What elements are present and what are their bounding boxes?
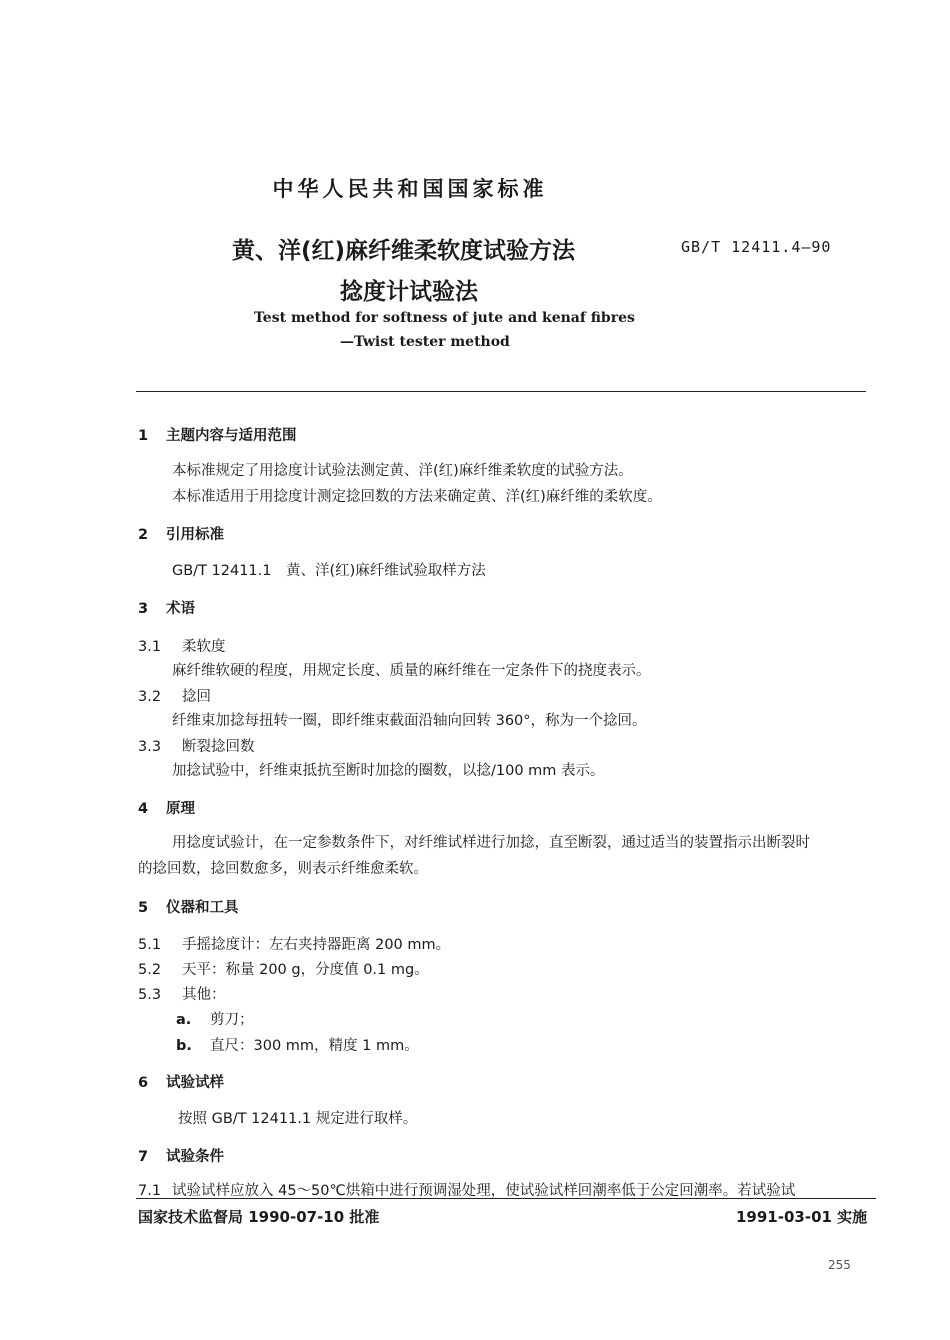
page-number: 255 — [828, 1258, 851, 1272]
item-number: 5.1 — [138, 937, 162, 953]
section-5-heading — [138, 896, 239, 917]
section-title: 仪器和工具 — [166, 900, 239, 916]
term-number: 3.3 — [138, 739, 162, 755]
item-text: 手摇捻度计：左右夹持器距离 200 mm。 — [182, 937, 451, 953]
section-number: 2 — [138, 527, 149, 543]
subitem-label: b. — [176, 1038, 192, 1054]
section-title: 试验条件 — [166, 1149, 224, 1165]
section-1-paragraph-1: 本标准规定了用捻度计试验法测定黄、洋(红)麻纤维柔软度的试验方法。 — [172, 463, 633, 479]
instrument-item — [138, 983, 226, 1004]
term-definition: 纤维束加捻每扭转一圈，即纤维束截面沿轴向回转 360°，称为一个捻回。 — [172, 713, 647, 729]
section-title: 原理 — [166, 801, 195, 817]
section-7-heading — [138, 1145, 224, 1166]
term-item — [138, 685, 211, 706]
section-4-heading — [138, 797, 195, 818]
term-item — [138, 735, 255, 756]
item-text: 其他： — [182, 987, 226, 1003]
header-divider — [136, 391, 866, 392]
section-2-heading — [138, 523, 224, 544]
section-title: 主题内容与适用范围 — [166, 428, 297, 444]
condition-item — [138, 1179, 795, 1200]
term-name: 断裂捻回数 — [182, 739, 255, 755]
section-6-heading — [138, 1071, 224, 1092]
standard-code: GB/T 12411.4—90 — [681, 238, 832, 256]
instrument-item — [138, 958, 429, 979]
section-number: 3 — [138, 601, 149, 617]
section-3-heading — [138, 597, 195, 618]
section-title: 术语 — [166, 601, 195, 617]
section-1-paragraph-2: 本标准适用于用捻度计测定捻回数的方法来确定黄、洋(红)麻纤维的柔软度。 — [172, 489, 662, 505]
section-1-heading — [138, 424, 297, 445]
reference-standard: GB/T 12411.1 黄、洋(红)麻纤维试验取样方法 — [172, 563, 486, 579]
section-number: 4 — [138, 801, 149, 817]
term-number: 3.2 — [138, 689, 162, 705]
section-title: 试验试样 — [166, 1075, 224, 1091]
term-definition: 加捻试验中，纤维束抵抗至断时加捻的圈数，以捻/100 mm 表示。 — [172, 763, 605, 779]
principle-paragraph-line2: 的捻回数，捻回数愈多，则表示纤维愈柔软。 — [138, 861, 428, 877]
issuing-agency: 中华人民共和国国家标准 — [272, 177, 548, 201]
footer-divider — [136, 1198, 876, 1199]
term-name: 柔软度 — [182, 639, 226, 655]
subitem-label: a. — [176, 1012, 192, 1028]
principle-paragraph-line1: 用捻度试验计，在一定参数条件下，对纤维试样进行加捻，直至断裂，通过适当的装置指示出断裂时 — [172, 835, 810, 851]
term-number: 3.1 — [138, 639, 162, 655]
section-title: 引用标准 — [166, 527, 224, 543]
term-item — [138, 635, 226, 656]
term-definition: 麻纤维软硬的程度，用规定长度、质量的麻纤维在一定条件下的挠度表示。 — [172, 663, 651, 679]
term-name: 捻回 — [182, 689, 211, 705]
item-text: 试验试样应放入 45～50℃烘箱中进行预调湿处理，使试验试样回潮率低于公定回潮率。若试验试 — [172, 1183, 796, 1199]
section-number: 5 — [138, 900, 149, 916]
instrument-subitem — [176, 1034, 419, 1055]
section-number: 7 — [138, 1149, 149, 1165]
instrument-item — [138, 933, 450, 954]
item-text: 天平：称量 200 g，分度值 0.1 mg。 — [182, 962, 429, 978]
approval-line: 国家技术监督局 1990-07-10 批准 — [138, 1208, 380, 1226]
item-number: 5.3 — [138, 987, 162, 1003]
english-title-line2: —Twist tester method — [340, 334, 510, 350]
section-number: 1 — [138, 428, 149, 444]
sampling-paragraph: 按照 GB/T 12411.1 规定进行取样。 — [178, 1111, 418, 1127]
instrument-subitem — [176, 1008, 254, 1029]
english-title-line1: Test method for softness of jute and kenaf fibres — [254, 310, 635, 326]
subitem-text: 剪刀； — [210, 1012, 254, 1028]
item-number: 7.1 — [138, 1183, 162, 1199]
subitem-text: 直尺：300 mm，精度 1 mm。 — [210, 1038, 419, 1054]
standard-title-line1: 黄、洋(红)麻纤维柔软度试验方法 — [232, 238, 576, 264]
section-number: 6 — [138, 1075, 149, 1091]
effective-date: 1991-03-01 实施 — [736, 1208, 868, 1226]
standard-title-line2: 捻度计试验法 — [340, 279, 478, 305]
item-number: 5.2 — [138, 962, 162, 978]
